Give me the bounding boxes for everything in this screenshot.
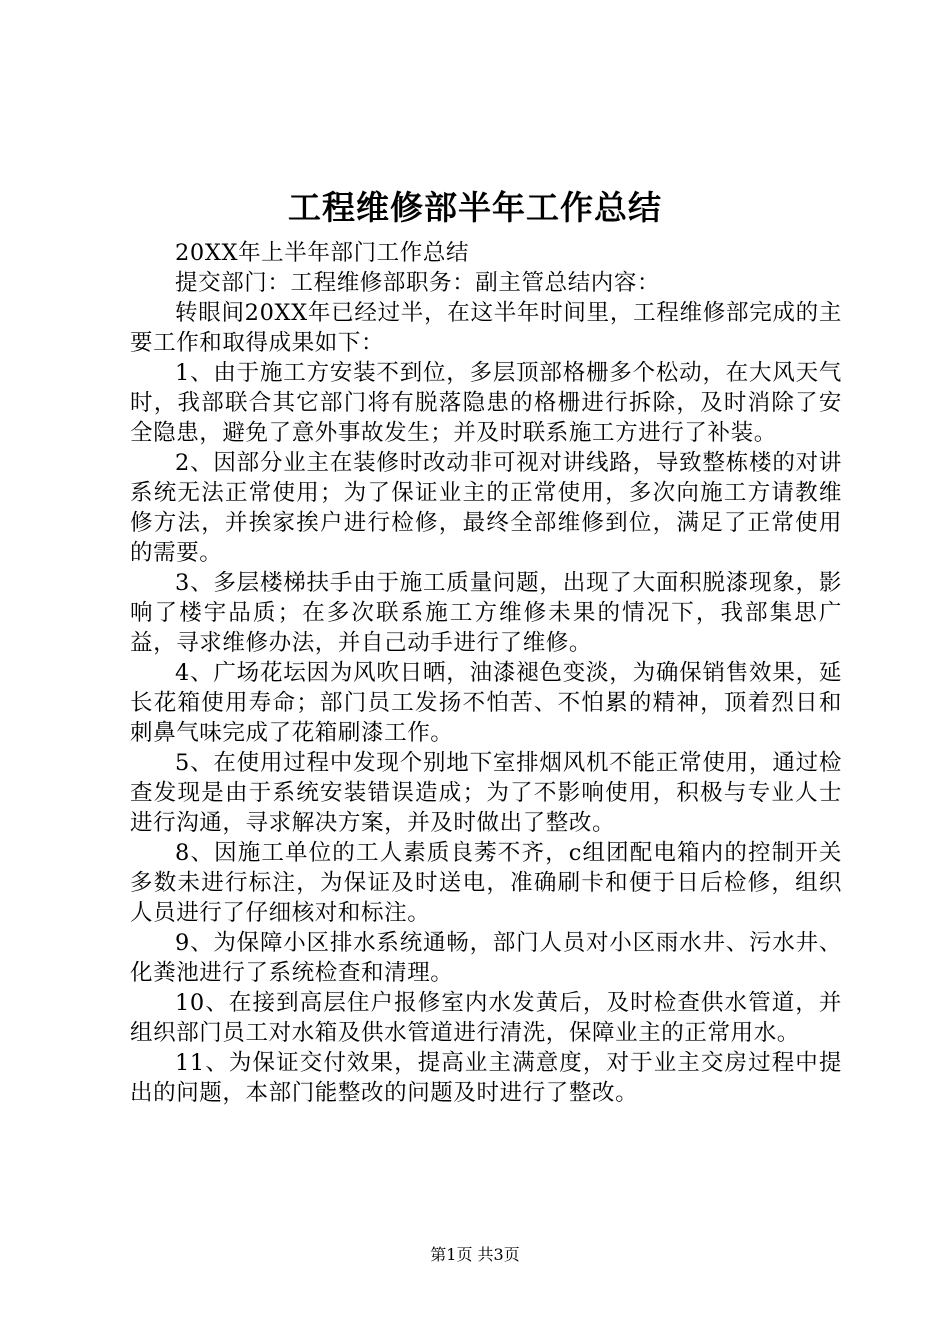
paragraph: 提交部门：工程维修部职务：副主管总结内容：	[175, 270, 661, 296]
paragraph: 2、因部分业主在装修时改动非可视对讲线路，导致整栋楼的对讲系统无法正常使用；为了保证业主的正常使用，多次向施工方请教维修方法，并挨家挨户进行检修，最终全部维修到位，满足了正常使用的需要。	[130, 450, 842, 566]
paragraph: 4、广场花坛因为风吹日晒，油漆褪色变淡，为确保销售效果，延长花箱使用寿命；部门员工发扬不怕苦、不怕累的精神，顶着烈日和刺鼻气味完成了花箱刷漆工作。	[130, 660, 842, 746]
paragraph: 5、在使用过程中发现个别地下室排烟风机不能正常使用，通过检查发现是由于系统安装错误造成；为了不影响使用，积极与专业人士进行沟通，寻求解决方案，并及时做出了整改。	[130, 750, 842, 836]
page-footer: 第1页 共3页	[430, 1245, 520, 1264]
document-body	[130, 238, 842, 1108]
paragraph: 9、为保障小区排水系统通畅，部门人员对小区雨水井、污水井、化粪池进行了系统检查和清理。	[130, 930, 842, 986]
paragraph: 10、在接到高层住户报修室内水发黄后，及时检查供水管道，并组织部门员工对水箱及供水管道进行清洗，保障业主的正常用水。	[130, 990, 842, 1046]
paragraph: 8、因施工单位的工人素质良莠不齐，c组团配电箱内的控制开关多数未进行标注，为保证及时送电，准确刷卡和便于日后检修，组织人员进行了仔细核对和标注。	[130, 840, 842, 926]
paragraph: 1、由于施工方安装不到位，多层顶部格栅多个松动，在大风天气时，我部联合其它部门将有脱落隐患的格栅进行拆除，及时消除了安全隐患，避免了意外事故发生；并及时联系施工方进行了补装。	[130, 360, 842, 446]
paragraph: 11、为保证交付效果，提高业主满意度，对于业主交房过程中提出的问题，本部门能整改的问题及时进行了整改。	[130, 1050, 842, 1106]
document-title: 工程维修部半年工作总结	[288, 188, 662, 227]
paragraph: 3、多层楼梯扶手由于施工质量问题，出现了大面积脱漆现象，影响了楼宇品质；在多次联系施工方维修未果的情况下，我部集思广益，寻求维修办法，并自己动手进行了维修。	[130, 570, 842, 656]
paragraph: 20XX年上半年部门工作总结	[175, 240, 470, 266]
paragraph: 转眼间20XX年已经过半，在这半年时间里，工程维修部完成的主要工作和取得成果如下：	[130, 300, 842, 356]
